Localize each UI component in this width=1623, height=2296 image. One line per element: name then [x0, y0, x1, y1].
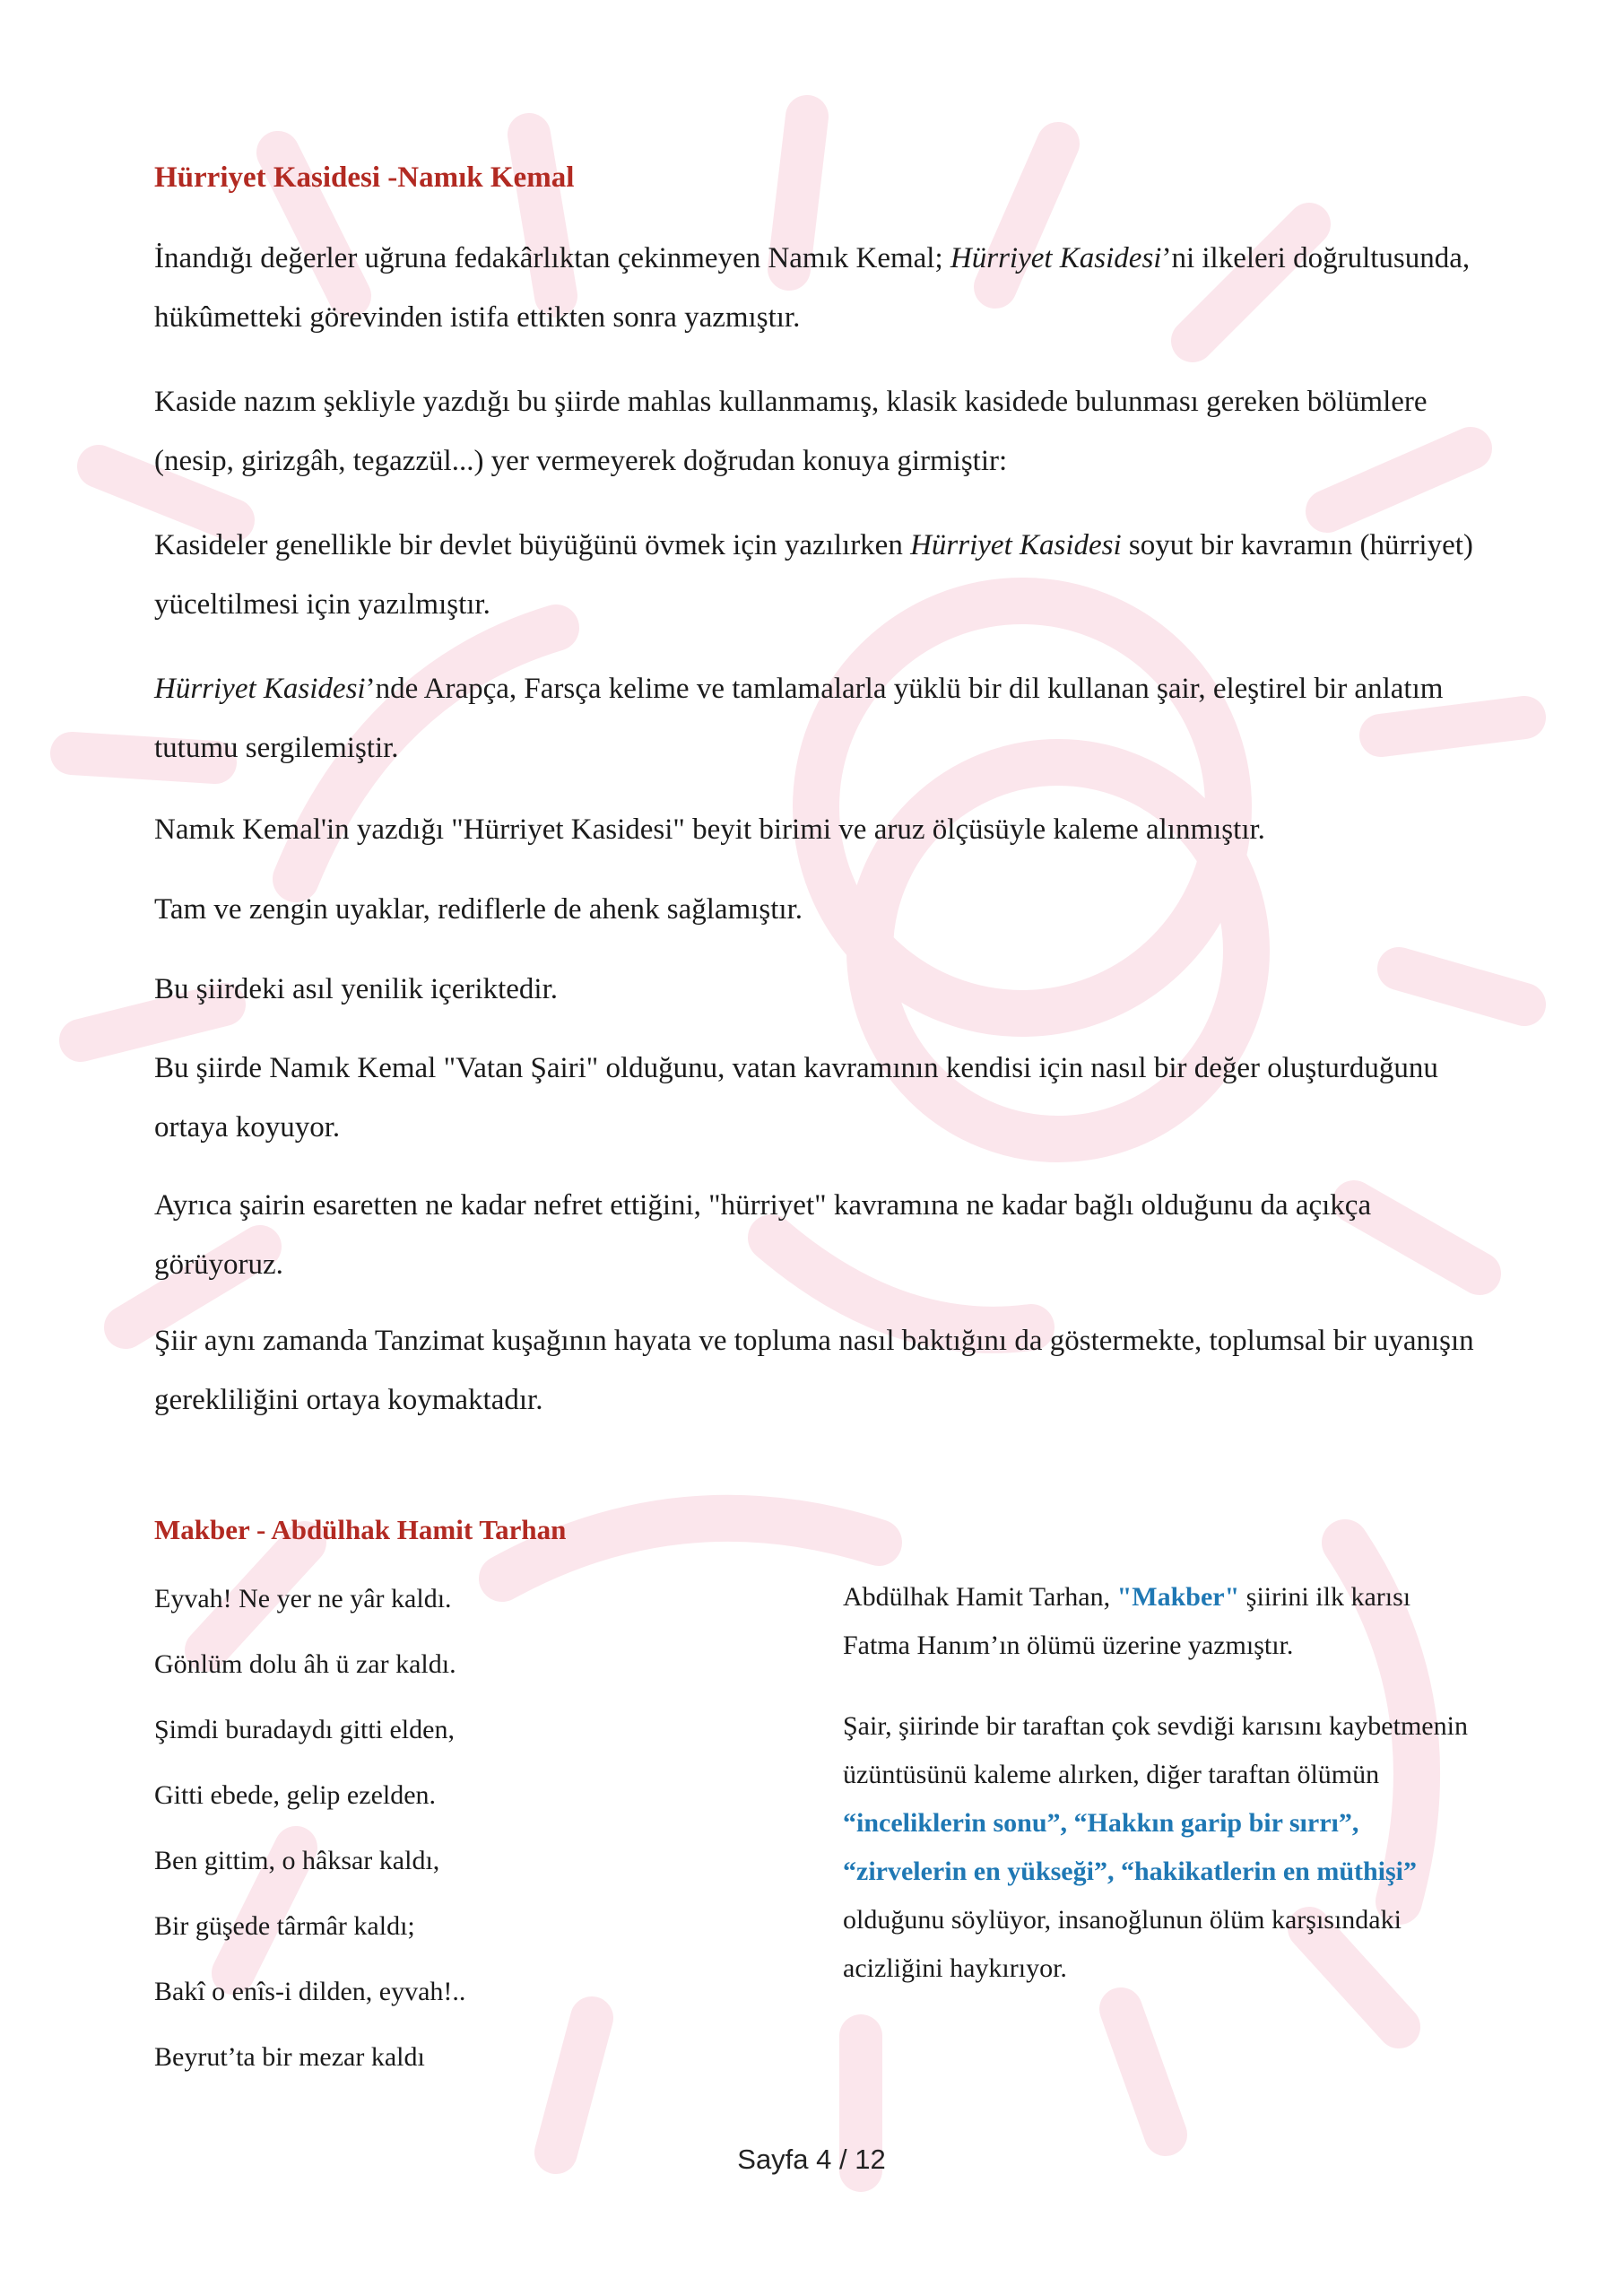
highlight-makber: "Makber"	[1116, 1582, 1240, 1612]
poem-line: Bir güşede târmâr kaldı;	[154, 1911, 415, 1941]
paragraph-9: Ayrıca şairin esaretten ne kadar nefret ettiğini, "hürriyet" kavramına ne kadar bağlı olduğunu da açıkça görüyoruz.	[154, 1189, 1372, 1281]
poem-line: Bakî o enîs-i dilden, eyvah!..	[154, 1977, 466, 2006]
paragraph-2: Kaside nazım şekliyle yazdığı bu şiirde mahlas kullanmamış, klasik kasidede bulunması gereken bölümlere (nesip, girizgâh, tegazzül...) yer vermeyerek doğrudan konuya girmiştir:	[154, 386, 1428, 477]
poem-makber	[154, 1566, 800, 2090]
poem-line: Gitti ebede, gelip ezelden.	[154, 1780, 437, 1810]
paragraph-6: Tam ve zengin uyaklar, rediflerle de ahenk sağlamıştır.	[154, 893, 803, 926]
paragraph-4: Hürriyet Kasidesi’nde Arapça, Farsça kelime ve tamlamalarla yüklü bir dil kullanan şair, eleştirel bir anlatım tutumu sergilemiştir.	[154, 673, 1444, 764]
paragraph-5: Namık Kemal'in yazdığı "Hürriyet Kasidesi" beyit birimi ve aruz ölçüsüyle kaleme alınmıştır.	[154, 813, 1265, 846]
paragraph-7: Bu şiirdeki asıl yenilik içeriktedir.	[154, 973, 558, 1005]
paragraph-1: İnandığı değerler uğruna fedakârlıktan çekinmeyen Namık Kemal; Hürriyet Kasidesi’ni ilkeleri doğrultusunda, hükûmetteki görevinden istifa ettikten sonra yazmıştır.	[154, 242, 1471, 334]
paragraph-3: Kasideler genellikle bir devlet büyüğünü övmek için yazılırken Hürriyet Kasidesi soyut bir kavramın (hürriyet) yüceltilmesi için yazılmıştır.	[154, 529, 1473, 621]
paragraph-10: Şiir aynı zamanda Tanzimat kuşağının hayata ve topluma nasıl baktığını da göstermekte, toplumsal bir uyanışın gerekliliğini ortaya koymaktadır.	[154, 1325, 1474, 1416]
poem-line: Ben gittim, o hâksar kaldı,	[154, 1846, 440, 1875]
poem-line: Beyrut’ta bir mezar kaldı	[154, 2042, 425, 2072]
page-number: Sayfa 4 / 12	[737, 2144, 886, 2175]
makber-note-2: Şair, şiirinde bir taraftan çok sevdiği karısını kaybetmenin üzüntüsünü kaleme alırken, diğer taraftan ölümün “inceliklerin sonu”, “Hakkın garip bir sırrı”, “zirvelerin en yükseği”, “hakikatlerin en müthişi” olduğunu söylüyor, insanoğlunun ölüm karşısındaki acizliğini haykırıyor.	[843, 1711, 1468, 1983]
poem-line: Gönlüm dolu âh ü zar kaldı.	[154, 1649, 456, 1679]
section-title-hurriyet: Hürriyet Kasidesi -Namık Kemal	[154, 161, 575, 194]
paragraph-8: Bu şiirde Namık Kemal "Vatan Şairi" olduğunu, vatan kavramının kendisi için nasıl bir değer oluşturduğunu ortaya koyuyor.	[154, 1052, 1438, 1144]
makber-note-1: Abdülhak Hamit Tarhan, "Makber" şiirini ilk karısı Fatma Hanım’ın ölümü üzerine yazmıştır.	[843, 1582, 1411, 1660]
highlight-quotes: “inceliklerin sonu”, “Hakkın garip bir sırrı”, “zirvelerin en yükseği”, “hakikatlerin en müthişi”	[843, 1808, 1418, 1886]
section-title-makber: Makber - Abdülhak Hamit Tarhan	[154, 1514, 567, 1545]
poem-line: Şimdi buradaydı gitti elden,	[154, 1715, 455, 1744]
poem-line: Eyvah! Ne yer ne yâr kaldı.	[154, 1584, 452, 1613]
